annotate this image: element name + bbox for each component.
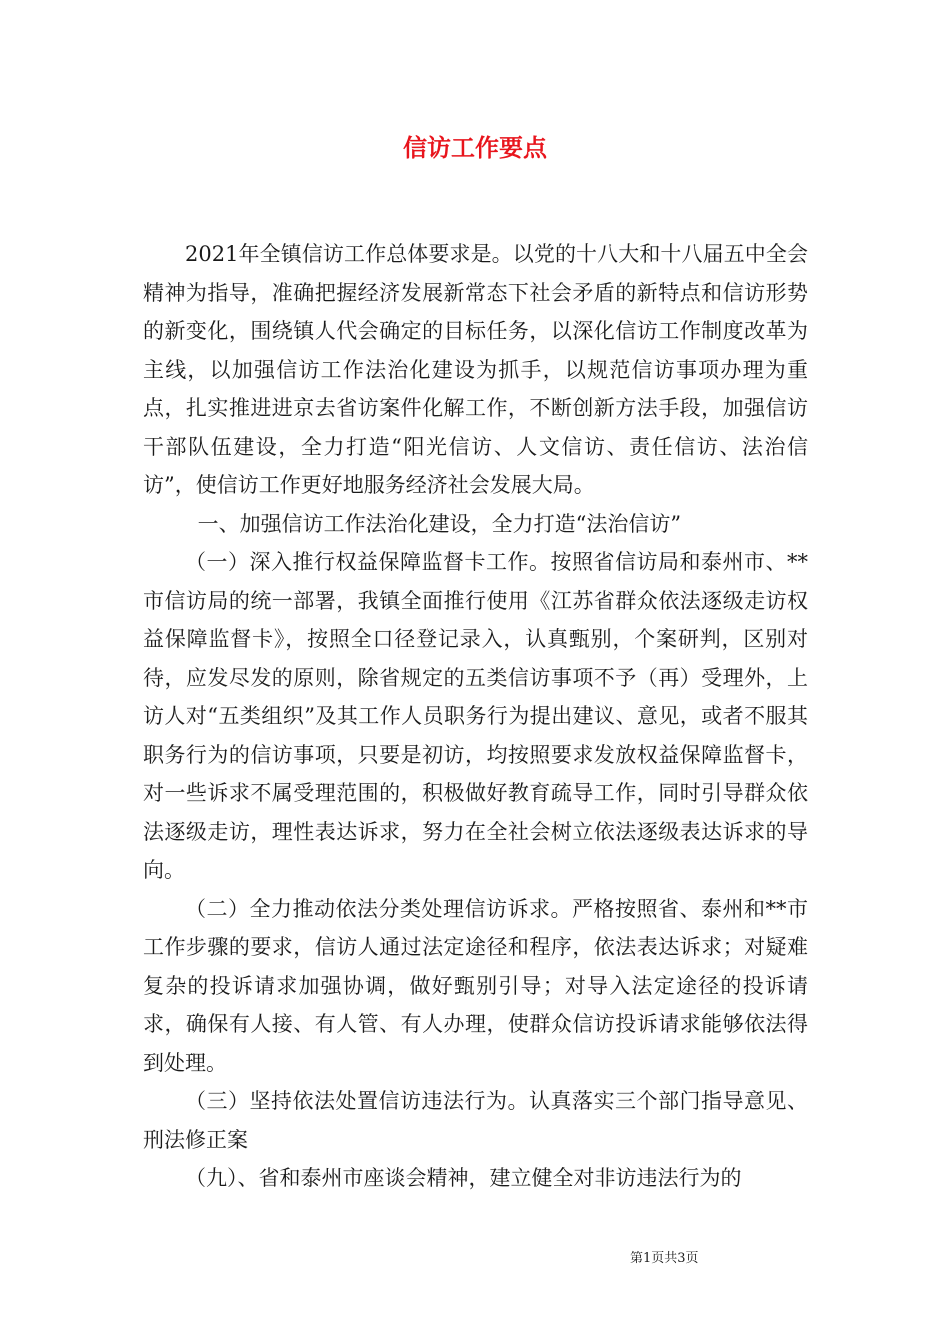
section-heading-1: 一、加强信访工作法治化建设，全力打造“法治信访” bbox=[197, 511, 682, 536]
document-body bbox=[143, 235, 808, 1198]
paragraph-overview: 2021年全镇信访工作总体要求是。以党的十八大和十八届五中全会精神为指导，准确把握经济发展新常态下社会矛盾的新特点和信访形势的新变化，围绕镇人代会确定的目标任务，以深化信访工作制度改革为主线，以加强信访工作法治化建设为抓手，以规范信访事项办理为重点，扎实推进进京去省访案件化解工作，不断创新方法手段，加强信访干部队伍建设，全力打造“阳光信访、人文信访、责任信访、法治信访”，使信访工作更好地服务经济社会发展大局。 bbox=[143, 242, 808, 497]
paragraph-item-2: （二）全力推动依法分类处理信访诉求。严格按照省、泰州和**市工作步骤的要求，信访人通过法定途径和程序，依法表达诉求；对疑难复杂的投诉请求加强协调，做好甄别引导；对导入法定途径的投诉请求，确保有人接、有人管、有人办理，使群众信访投诉请求能够依法得到处理。 bbox=[143, 896, 808, 1075]
page-number: 第1页共3页 bbox=[630, 1251, 699, 1266]
paragraph-item-1: （一）深入推行权益保障监督卡工作。按照省信访局和泰州市、**市信访局的统一部署，我镇全面推行使用《江苏省群众依法逐级走访权益保障监督卡》，按照全口径登记录入，认真甄别，个案研判，区别对待，应发尽发的原则，除省规定的五类信访事项不予（再）受理外，上访人对“五类组织”及其工作人员职务行为提出建议、意见，或者不服其职务行为的信访事项，只要是初访，均按照要求发放权益保障监督卡，对一些诉求不属受理范围的，积极做好教育疏导工作，同时引导群众依法逐级走访，理性表达诉求，努力在全社会树立依法逐级表达诉求的导向。 bbox=[143, 550, 808, 882]
paragraph-item-3-continued: （九）、省和泰州市座谈会精神，建立健全对非访违法行为的 bbox=[185, 1166, 742, 1190]
page-title: 信访工作要点 bbox=[403, 134, 547, 162]
paragraph-item-3: （三）坚持依法处置信访违法行为。认真落实三个部门指导意见、刑法修正案 bbox=[143, 1089, 808, 1152]
